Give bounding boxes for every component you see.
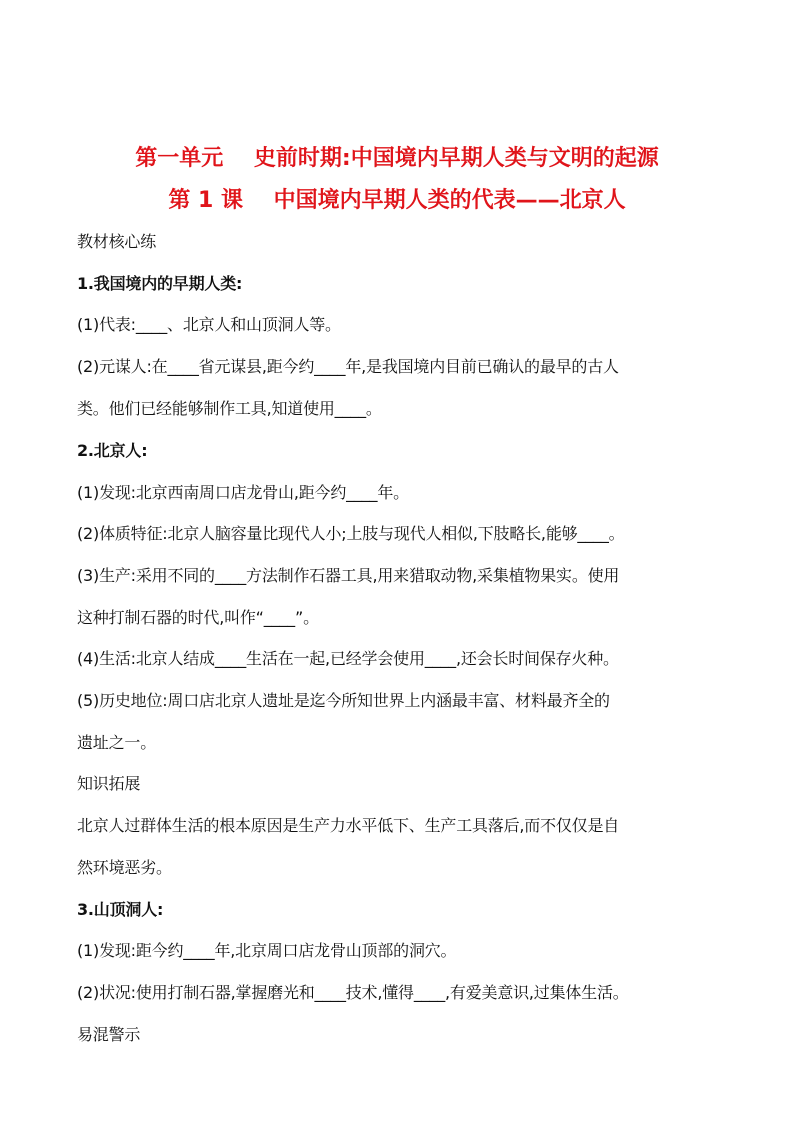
section2-item2: (2)体质特征:北京人脑容量比现代人小;上肢与现代人相似,下肢略长,能够____。 (77, 524, 625, 543)
core-practice-label: 教材核心练 (77, 232, 157, 251)
section1-heading: 1.我国境内的早期人类: (77, 274, 243, 293)
section3-item1: (1)发现:距今约____年,北京周口店龙骨山顶部的洞穴。 (77, 941, 457, 960)
knowledge-extension-line2: 然环境恶劣。 (77, 858, 172, 877)
section2-item3-line1: (3)生产:采用不同的____方法制作石器工具,用来猎取动物,采集植物果实。使用 (77, 566, 620, 585)
section2-item3-line2: 这种打制石器的时代,叫作“____”。 (77, 608, 319, 627)
section1-item2-line2: 类。他们已经能够制作工具,知道使用____。 (77, 399, 382, 418)
section2-item5-line1: (5)历史地位:周口店北京人遗址是迄今所知世界上内涵最丰富、材料最齐全的 (77, 691, 610, 710)
section2-item5-line2: 遗址之一。 (77, 733, 157, 752)
section2-item4: (4)生活:北京人结成____生活在一起,已经学会使用____,还会长时间保存火种。 (77, 649, 619, 668)
section3-item2: (2)状况:使用打制石器,掌握磨光和____技术,懂得____,有爱美意识,过集体生活。 (77, 983, 629, 1002)
confusion-warning-label: 易混警示 (77, 1025, 141, 1044)
knowledge-extension-label: 知识拓展 (77, 774, 141, 793)
section1-item2-line1: (2)元谋人:在____省元谋县,距今约____年,是我国境内目前已确认的最早的古人 (77, 357, 619, 376)
section1-item1: (1)代表:____、北京人和山顶洞人等。 (77, 315, 341, 334)
section2-heading: 2.北京人: (77, 441, 148, 460)
section2-item1: (1)发现:北京西南周口店龙骨山,距今约____年。 (77, 483, 409, 502)
knowledge-extension-line1: 北京人过群体生活的根本原因是生产力水平低下、生产工具落后,而不仅仅是自 (77, 816, 620, 835)
lesson-title: 第 1 课 中国境内早期人类的代表——北京人 (168, 188, 626, 213)
unit-title: 第一单元 史前时期:中国境内早期人类与文明的起源 (135, 146, 659, 171)
section3-heading: 3.山顶洞人: (77, 900, 164, 919)
